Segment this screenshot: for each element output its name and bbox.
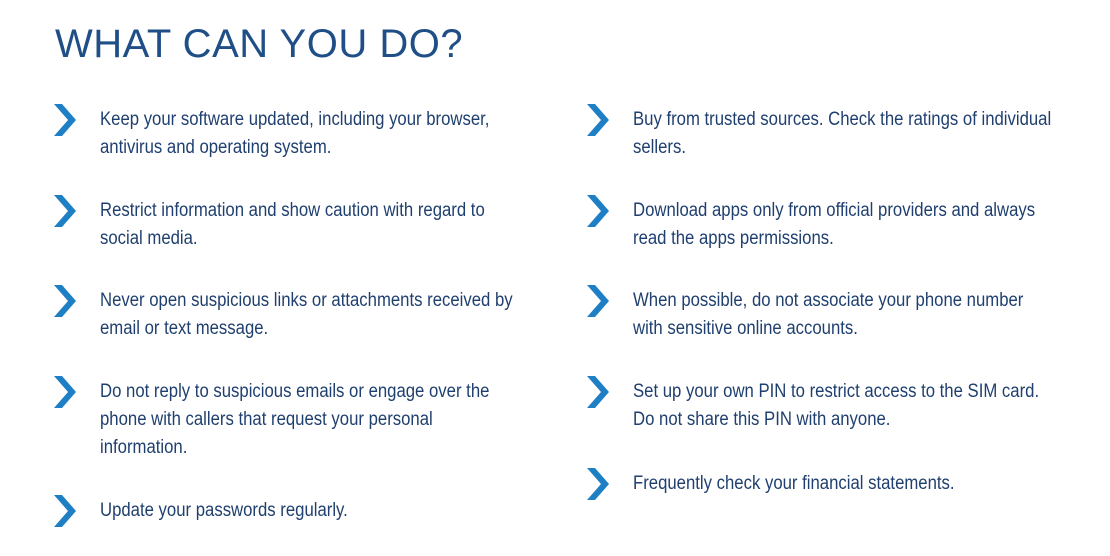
- chevron-right-icon: [50, 374, 78, 410]
- chevron-right-icon: [50, 493, 78, 529]
- tip-text: Download apps only from official providers and always read the apps permissions.: [633, 200, 1036, 249]
- page-title: WHAT CAN YOU DO?: [55, 22, 464, 66]
- tip-text: Do not reply to suspicious emails or engage over the phone with callers that request your personal information.: [100, 381, 490, 458]
- tip-text: Restrict information and show caution with regard to social media.: [100, 200, 485, 249]
- tip-text: Buy from trusted sources. Check the ratings of individual sellers.: [633, 109, 1052, 158]
- chevron-right-icon: [50, 193, 78, 229]
- tip-text: Update your passwords regularly.: [100, 500, 348, 521]
- tip-text: Keep your software updated, including your browser, antivirus and operating system.: [100, 109, 490, 158]
- chevron-right-icon: [50, 102, 78, 138]
- chevron-right-icon: [583, 374, 611, 410]
- tip-text: Never open suspicious links or attachments received by email or text message.: [100, 290, 513, 339]
- chevron-right-icon: [583, 283, 611, 319]
- chevron-right-icon: [50, 283, 78, 319]
- tip-text: When possible, do not associate your phone number with sensitive online accounts.: [633, 290, 1024, 339]
- chevron-right-icon: [583, 466, 611, 502]
- tip-text: Set up your own PIN to restrict access to the SIM card. Do not share this PIN with anyone.: [633, 381, 1040, 430]
- chevron-right-icon: [583, 102, 611, 138]
- chevron-right-icon: [583, 193, 611, 229]
- tip-text: Frequently check your financial statements.: [633, 473, 955, 494]
